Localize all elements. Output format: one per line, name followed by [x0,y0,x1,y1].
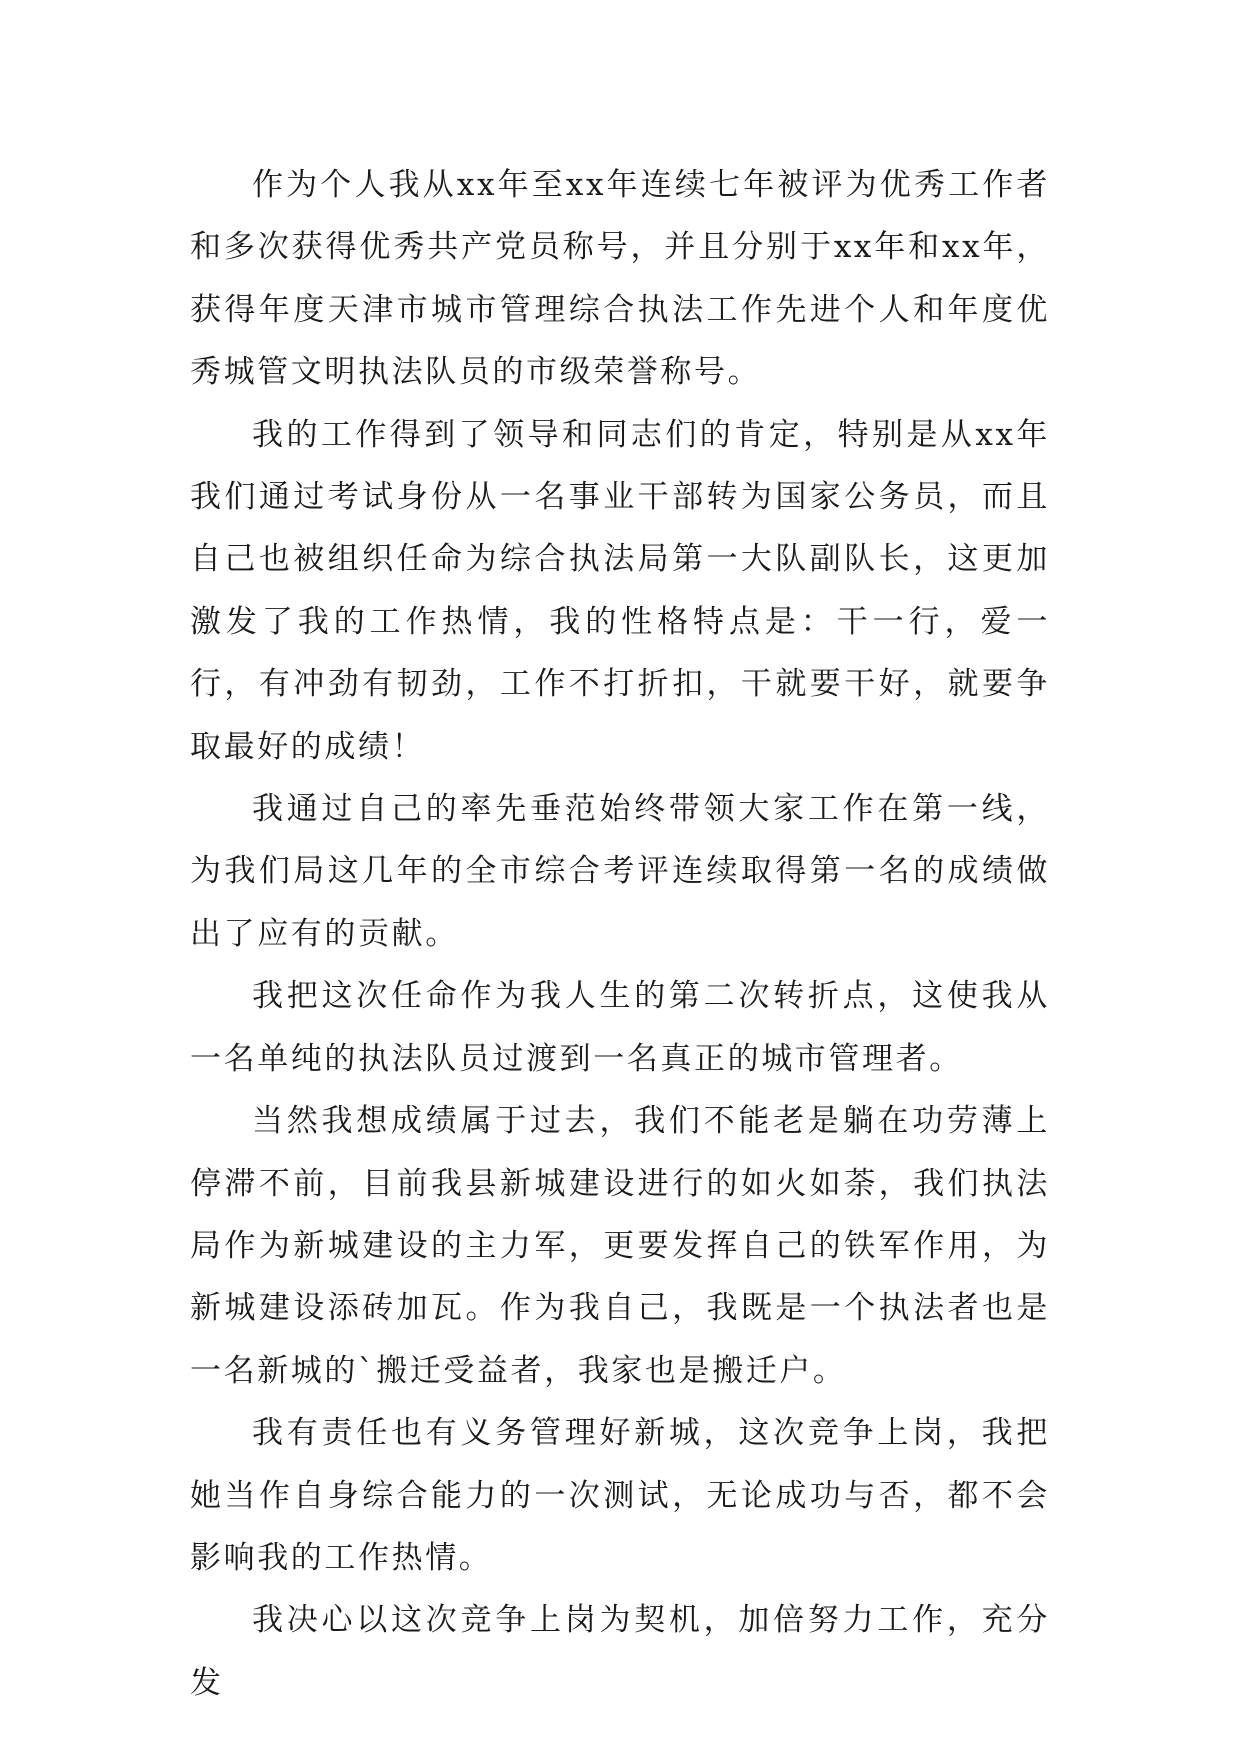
paragraph-6: 我有责任也有义务管理好新城，这次竞争上岗，我把她当作自身综合能力的一次测试，无论成功与否，都不会影响我的工作热情。 [190,1415,1050,1576]
document-body [190,154,1050,1714]
paragraph-1: 作为个人我从xx年至xx年连续七年被评为优秀工作者和多次获得优秀共产党员称号，并且分别于xx年和xx年，获得年度天津市城市管理综合执法工作先进个人和年度优秀城管文明执法队员的市级荣誉称号。 [190,167,1050,391]
paragraph-5: 当然我想成绩属于过去，我们不能老是躺在功劳薄上停滞不前，目前我县新城建设进行的如火如荼，我们执法局作为新城建设的主力军，更要发挥自己的铁军作用，为新城建设添砖加瓦。作为我自己，我既是一个执法者也是一名新城的`搬迁受益者，我家也是搬迁户。 [190,1103,1050,1389]
paragraph-3: 我通过自己的率先垂范始终带领大家工作在第一线，为我们局这几年的全市综合考评连续取得第一名的成绩做出了应有的贡献。 [190,791,1050,952]
paragraph-2: 我的工作得到了领导和同志们的肯定，特别是从xx年我们通过考试身份从一名事业干部转为国家公务员，而且自己也被组织任命为综合执法局第一大队副队长，这更加激发了我的工作热情，我的性格特点是：干一行，爱一行，有冲劲有韧劲，工作不打折扣，干就要干好，就要争取最好的成绩！ [190,416,1050,765]
paragraph-4: 我把这次任命作为我人生的第二次转折点，这使我从一名单纯的执法队员过渡到一名真正的城市管理者。 [190,978,1050,1077]
paragraph-7: 我决心以这次竞争上岗为契机，加倍努力工作，充分发 [190,1602,1050,1701]
